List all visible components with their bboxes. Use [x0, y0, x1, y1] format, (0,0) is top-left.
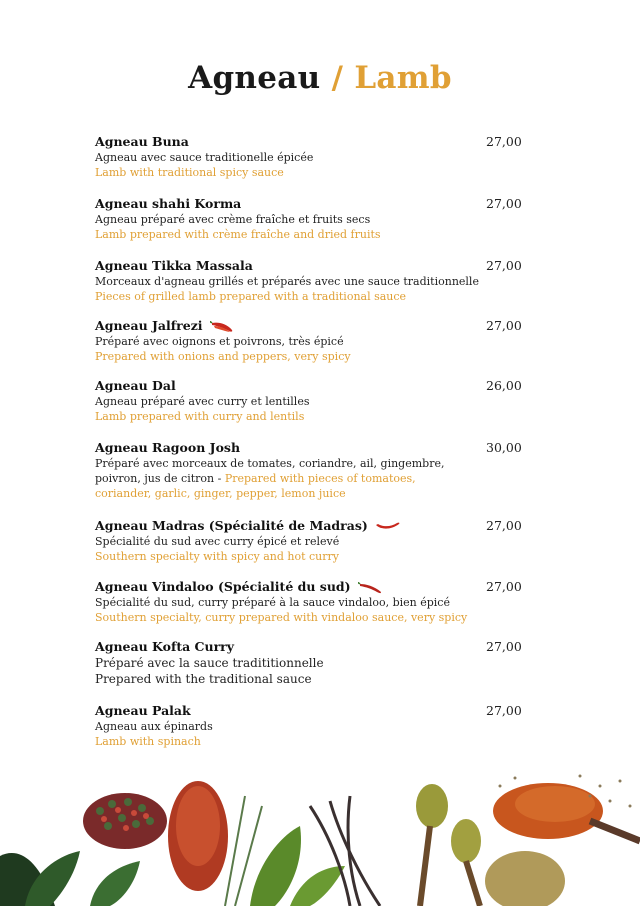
menu-item: [95, 639, 525, 687]
menu-item: [95, 258, 525, 304]
item-desc-en: Prepared with the traditional sauce: [95, 672, 312, 686]
menu-item: [95, 318, 525, 364]
spices-decoration: [0, 766, 640, 906]
bay-leaf: [290, 866, 345, 906]
item-price: 27,00: [486, 639, 522, 654]
item-desc-en: Prepared with onions and peppers, very spicy: [95, 350, 351, 363]
item-desc-en: Pieces of grilled lamb prepared with a traditional sauce: [95, 290, 407, 303]
menu-item: [95, 579, 525, 625]
item-desc-en: Southern specialty, curry prepared with vindaloo sauce, very spicy: [95, 611, 468, 624]
leaf-illustration: [90, 861, 140, 906]
item-name: Agneau Buna: [95, 134, 189, 149]
item-price: 27,00: [486, 703, 522, 718]
item-name: Agneau Jalfrezi: [95, 318, 203, 333]
item-desc-fr: Spécialité du sud, curry préparé à la sauce vindaloo, bien épicé: [95, 596, 450, 609]
herb-spoon: [451, 819, 481, 863]
item-price: 30,00: [486, 440, 522, 455]
title-french: Agneau: [188, 60, 321, 96]
item-desc-fr: Spécialité du sud avec curry épicé et relevé: [95, 535, 340, 548]
item-desc-fr: Agneau aux épinards: [95, 720, 213, 733]
item-name: Agneau shahi Korma: [95, 196, 242, 211]
herb-spoon: [416, 784, 448, 828]
menu-item: [95, 134, 525, 180]
item-desc-mixed: [95, 471, 525, 486]
item-desc-fr: Morceaux d'agneau grillés et préparés avec une sauce traditionnelle: [95, 275, 479, 288]
item-desc-en: Prepared with pieces of tomatoes,: [224, 472, 416, 485]
title-separator: /: [331, 60, 344, 96]
bay-leaf: [250, 826, 301, 906]
chili-pepper-icon: [210, 320, 236, 334]
item-desc-fr-cont: poivron, jus de citron -: [95, 472, 225, 485]
seeds-pile: [485, 851, 565, 906]
item-price: 27,00: [486, 518, 522, 533]
item-desc-fr: Préparé avec oignons et poivrons, très épicé: [95, 335, 344, 348]
item-name-row: [95, 518, 525, 534]
item-desc-fr: Agneau avec sauce traditionelle épicée: [95, 151, 314, 164]
item-desc-en: Lamb with spinach: [95, 735, 201, 748]
item-name: Agneau Dal: [95, 378, 176, 393]
item-desc-en: Southern specialty with spicy and hot curry: [95, 550, 339, 563]
menu-item: [95, 440, 525, 501]
item-desc-en: Lamb with traditional spicy sauce: [95, 166, 284, 179]
chili-pepper-icon: [375, 521, 401, 533]
item-desc-fr: Agneau préparé avec crème fraîche et fruits secs: [95, 213, 371, 226]
page-title: [0, 60, 640, 96]
item-name-row: [95, 579, 525, 595]
item-desc-en: Lamb prepared with crème fraîche and dried fruits: [95, 228, 381, 241]
item-name: Agneau Vindaloo (Spécialité du sud): [95, 579, 351, 594]
item-price: 26,00: [486, 378, 522, 393]
item-price: 27,00: [486, 258, 522, 273]
item-name: Agneau Palak: [95, 703, 191, 718]
item-name: Agneau Madras (Spécialité de Madras): [95, 518, 368, 533]
item-desc-fr: Agneau préparé avec curry et lentilles: [95, 395, 310, 408]
title-english: Lamb: [354, 60, 452, 96]
item-desc-fr: Préparé avec la sauce tradititionnelle: [95, 656, 324, 670]
item-price: 27,00: [486, 196, 522, 211]
menu-item: [95, 378, 525, 424]
item-name: Agneau Tikka Massala: [95, 258, 253, 273]
item-desc-en: Lamb prepared with curry and lentils: [95, 410, 305, 423]
item-desc-fr: Préparé avec morceaux de tomates, coriandre, ail, gingembre,: [95, 457, 445, 470]
item-price: 27,00: [486, 318, 522, 333]
menu-item: [95, 518, 525, 564]
menu-item: [95, 196, 525, 242]
menu-item: [95, 703, 525, 749]
item-price: 27,00: [486, 134, 522, 149]
item-desc-en-cont: coriander, garlic, ginger, pepper, lemon juice: [95, 487, 346, 500]
chili-pepper-icon: [358, 581, 384, 595]
item-price: 27,00: [486, 579, 522, 594]
item-name: Agneau Ragoon Josh: [95, 440, 241, 455]
item-name: Agneau Kofta Curry: [95, 639, 235, 654]
item-name-row: [95, 318, 525, 334]
